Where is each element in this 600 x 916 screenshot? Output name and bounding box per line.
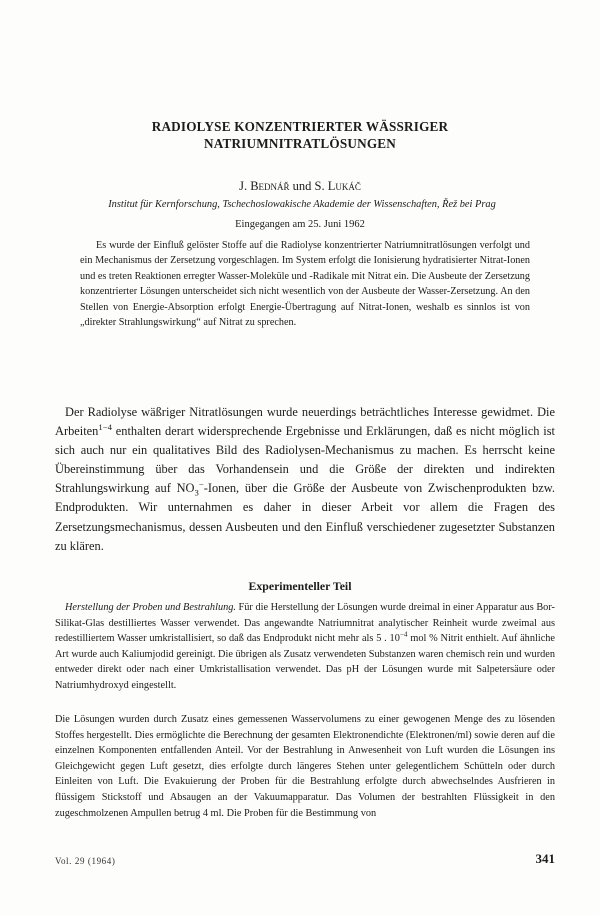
- reference-marker: 1−4: [98, 421, 112, 432]
- title-line-1: RADIOLYSE KONZENTRIERTER WÄSSRIGER: [151, 119, 449, 134]
- volume-label: Vol. 29 (1964): [55, 856, 116, 866]
- intro-paragraph: [55, 403, 555, 556]
- intro-text-1: Der Radiolyse wäßriger Nitratlösungen wurde neuerdings beträchtliches Interesse gewidmet. Die Arbeiten: [55, 405, 555, 439]
- author-2: S. Lukáč: [314, 179, 361, 193]
- intro-text-3: -Ionen, über die Größe der Ausbeute von Zwischenprodukten bzw. Endprodukten. Wir unternahmen es daher in dieser Arbeit vor allem die Fragen des Zersetzungsmechanismus, dessen Ausbeuten und den Einfluß verschiedener zugesetzter Substanzen zu klären.: [55, 481, 556, 553]
- exponent: −4: [399, 630, 408, 639]
- author-line: [40, 178, 560, 194]
- body-text-1a: Für die Herstellung der Lösungen wurde dreimal in einer Apparatur aus Bor-Silikat-Glas destilliertes Wasser verwendet. Das angewandte Natriumnitrat analytischer Reinheit wurde zweimal aus redestilliertem Wasser umkristallisiert, so daß das Endprodukt nicht mehr als 5 . 10: [55, 602, 555, 645]
- body-text-1b: mol % Nitrit enthielt. Auf ähnliche Art wurde auch Kaliumjodid gereinigt. Die übrigen als Zusatz verwendeten Substanzen waren chemisch rein und wurden entweder direkt oder nach einer Umkristallisation verwendet. Das pH der Lösungen wurde mit Salpetersäure oder Natriumhydroxyd eingestellt.: [55, 633, 555, 691]
- title-line-2: NATRIUMNITRATLÖSUNGEN: [203, 136, 397, 151]
- affiliation: Institut für Kernforschung, Tschechoslowakische Akademie der Wissenschaften, Řež bei Prag: [108, 199, 496, 210]
- body-paragraph-2: Die Lösungen wurden durch Zusatz eines gemessenen Wasservolumens zu einer gewogenen Menge des zu lösenden Stoffes hergestellt. Dies ermöglichte die Berechnung der gesamten Elektronendichte (Elektronen/ml) sowie deren auf die einzelnen Komponenten entfallenden Anteil. Vor der Bestrahlung in Anwesenheit von Luft wurden die Lösungen ins Gleichgewicht gegen Luft gesetzt, dies erfolgte durch längeres Stehen unter gelegentlichem Schütteln oder durch Einleiten von Luft. Die Evakuierung der Proben für die Bestrahlung erfolgte durch abwechselndes Ausfrieren in flüssigem Stickstoff und Absaugen an der Vakuumapparatur. Das Volumen der bestrahlten Flüssigkeit in den zugeschmolzenen Ampullen betrug 4 ml. Die Proben für die Bestimmung von: [55, 714, 555, 819]
- nitrate-subscript: 3: [194, 487, 199, 498]
- run-in-heading: Herstellung der Proben und Bestrahlung.: [65, 602, 236, 613]
- article-title: [40, 118, 560, 152]
- page-number: 341: [535, 851, 555, 866]
- received-date: Eingegangen am 25. Juni 1962: [235, 219, 365, 230]
- section-heading: Experimenteller Teil: [248, 579, 352, 593]
- body-paragraph-1: [55, 600, 555, 694]
- nitrate-charge: −: [198, 479, 204, 490]
- author-conjunction: und: [292, 179, 312, 193]
- author-1: J. Bednář: [239, 179, 290, 193]
- intro-text-2: enthalten derart widersprechende Ergebnisse und Erklärungen, daß es nicht möglich ist sich auch nur ein qualitatives Bild des Radiolysen-Mechanismus zu machen. Es herrscht keine Übereinstimmung über das Vorhandensein und die Größe der direkten und indirekten Strahlungswirkung auf NO: [55, 424, 555, 496]
- abstract: Es wurde der Einfluß gelöster Stoffe auf die Radiolyse konzentrierter Natriumnitratlösungen verfolgt und ein Mechanismus der Zersetzung vorgeschlagen. Im System erfolgt die Ionisierung hydratisierter Nitrat-Ionen und es treten Reaktionen erregter Wasser-Moleküle und -Radikale mit Nitrat ein. Die Ausbeute der Zersetzung konzentrierter Lösungen unterscheidet sich nicht wesentlich von der Ausbeute der Wasser-Zersetzung. An den Stellen von Energie-Absorption erfolgt Energie-Übertragung auf Nitrat-Ionen, weshalb es sinnlos ist von „direkter Strahlungswirkung“ auf Nitrat zu sprechen.: [80, 240, 530, 329]
